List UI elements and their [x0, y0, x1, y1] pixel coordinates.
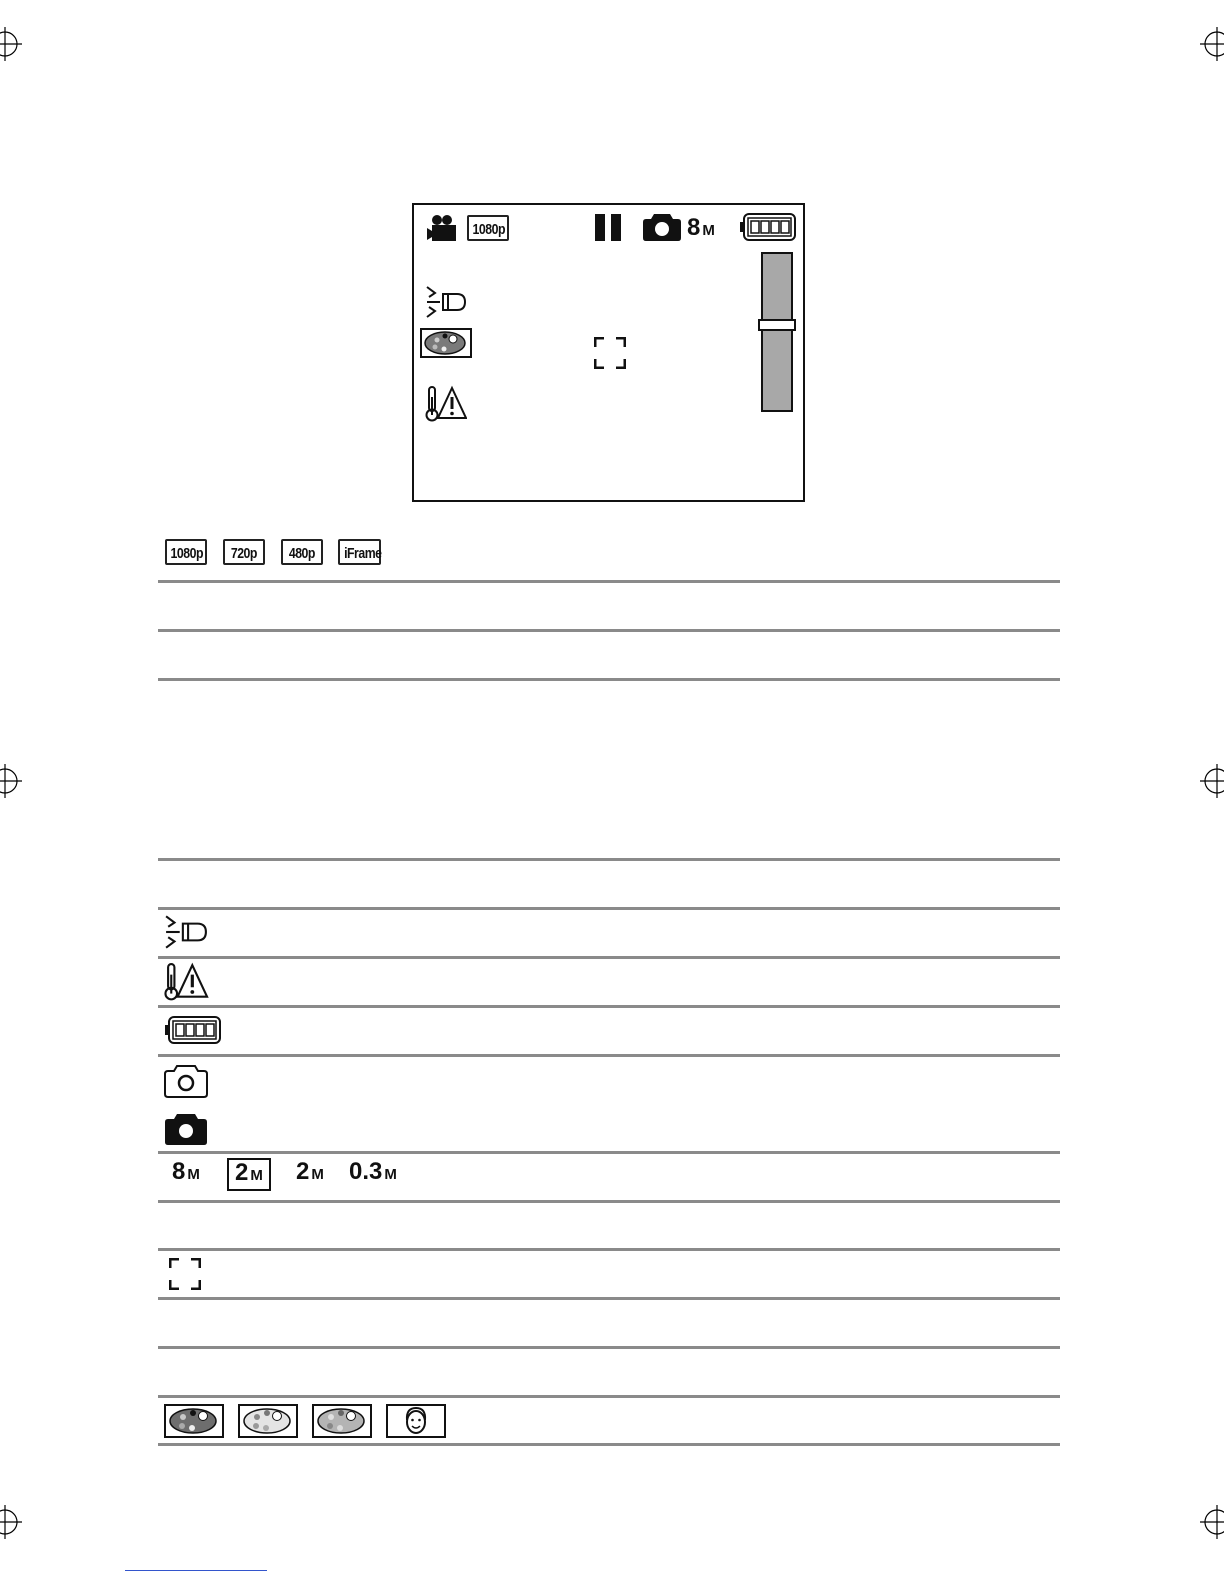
- divider: [158, 1346, 1060, 1349]
- crop-mark-bottom-left: [0, 1505, 22, 1539]
- battery-full-icon: [739, 213, 797, 241]
- divider: [158, 1005, 1060, 1008]
- lcd-screen-diagram: [412, 203, 805, 502]
- divider: [158, 858, 1060, 861]
- camera-outline-icon: [164, 1064, 208, 1098]
- camera-icon: [643, 212, 681, 242]
- photo-size-indicator: 8 M: [172, 1158, 200, 1185]
- zoom-bar: [761, 252, 793, 412]
- divider: [158, 956, 1060, 959]
- temperature-warning-icon: [425, 385, 467, 423]
- pause-icon: [595, 214, 623, 242]
- color-palette-vivid-icon: [164, 1404, 224, 1438]
- resolution-badge: 1080p: [467, 215, 509, 241]
- divider: [158, 580, 1060, 583]
- crop-mark-bottom-right: [1200, 1505, 1224, 1539]
- divider: [158, 1151, 1060, 1154]
- footer-link-underline: [125, 1570, 267, 1571]
- divider: [158, 1297, 1060, 1300]
- crop-mark-top-left: [0, 27, 22, 61]
- color-palette-natural-icon: [238, 1404, 298, 1438]
- zoom-slider-knob: [758, 319, 796, 331]
- photo-size-indicator: 0.3 M: [349, 1158, 397, 1185]
- video-size-badge: 720p: [223, 539, 265, 565]
- divider: [158, 629, 1060, 632]
- divider: [158, 1054, 1060, 1057]
- color-palette-mono-icon: [312, 1404, 372, 1438]
- battery-full-icon: [164, 1016, 222, 1044]
- video-size-badge: 480p: [281, 539, 323, 565]
- camera-icon: [164, 1112, 208, 1146]
- photo-size-indicator: 2 M: [296, 1158, 324, 1185]
- temperature-warning-icon: [163, 962, 209, 1002]
- divider: [158, 1443, 1060, 1446]
- video-size-badge: iFrame: [338, 539, 381, 565]
- divider: [158, 1248, 1060, 1251]
- divider: [158, 1395, 1060, 1398]
- video-size-badge: 1080p: [165, 539, 207, 565]
- crop-mark-middle-right: [1200, 764, 1224, 798]
- focus-frame-icon: [594, 337, 626, 369]
- crop-mark-top-right: [1200, 27, 1224, 61]
- color-palette-icon: [420, 328, 472, 358]
- divider: [158, 678, 1060, 681]
- face-detection-icon: [386, 1404, 446, 1438]
- divider: [158, 1200, 1060, 1203]
- photo-size-indicator: 2 M: [227, 1158, 271, 1191]
- photo-size-indicator: 8 M: [687, 214, 715, 241]
- crop-mark-middle-left: [0, 764, 22, 798]
- divider: [158, 907, 1060, 910]
- led-light-icon: [425, 285, 467, 319]
- led-light-icon: [164, 914, 208, 950]
- video-camera-icon: [427, 213, 461, 243]
- focus-frame-icon: [169, 1258, 201, 1290]
